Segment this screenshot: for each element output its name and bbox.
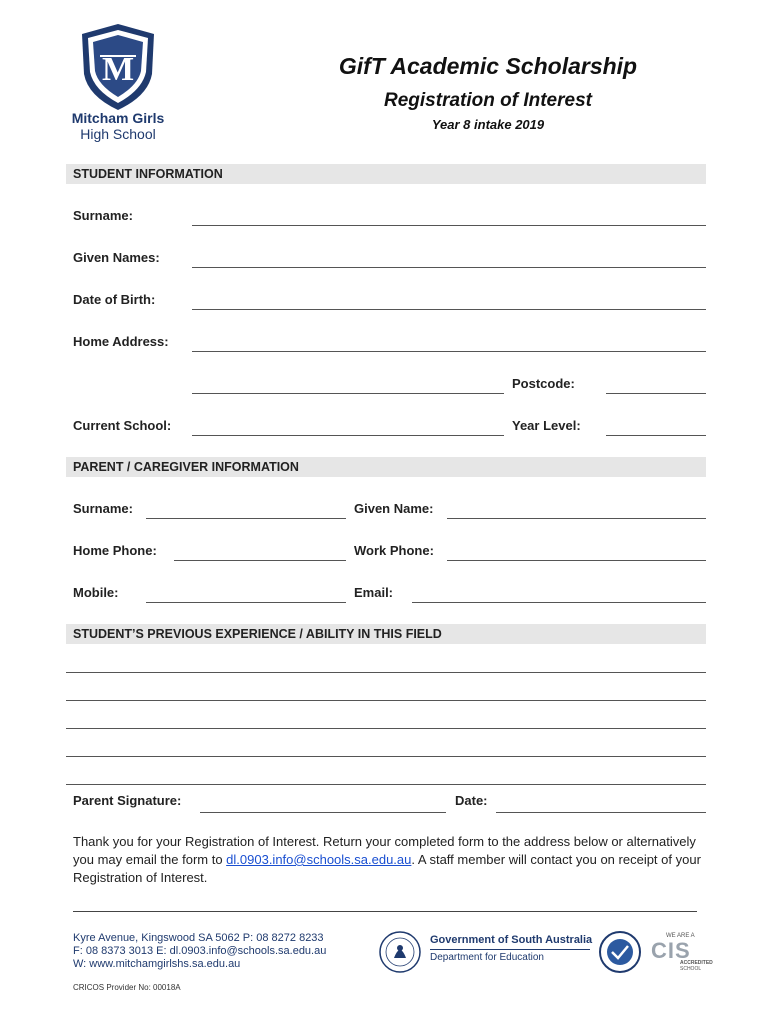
home-address-field[interactable] (192, 351, 706, 352)
closing-paragraph (73, 833, 713, 887)
dept-education-name: Department for Education (430, 952, 544, 963)
footer-address-line3: W: www.mitchamgirlshs.sa.edu.au (73, 958, 241, 970)
school-name-line2: High School (80, 126, 156, 142)
dob-field[interactable] (192, 309, 706, 310)
experience-section-heading: STUDENT’S PREVIOUS EXPERIENCE / ABILITY IN THIS FIELD (73, 627, 442, 641)
parent-surname-field[interactable] (146, 518, 346, 519)
cis-logo-mark: CIS (651, 938, 691, 963)
home-phone-label: Home Phone: (73, 543, 157, 558)
experience-line-1[interactable] (66, 672, 706, 673)
email-field[interactable] (412, 602, 706, 603)
postcode-field[interactable] (606, 393, 706, 394)
email-link[interactable]: dl.0903.info@schools.sa.edu.au (226, 852, 412, 867)
date-field[interactable] (496, 812, 706, 813)
dob-label: Date of Birth: (73, 292, 156, 307)
cis-we-are-text: WE ARE A (666, 933, 695, 939)
accreditation-badge-icon (598, 930, 642, 974)
sa-gov-seal-icon (378, 930, 422, 974)
current-school-field[interactable] (192, 435, 504, 436)
postcode-label: Postcode: (512, 376, 575, 391)
school-name-line1: Mitcham Girls (71, 110, 165, 126)
parent-surname-label: Surname: (73, 501, 133, 516)
year-level-label: Year Level: (512, 418, 581, 433)
footer-divider (73, 911, 697, 912)
gov-sa-name: Government of South Australia (430, 934, 593, 946)
page-subtitle: Registration of Interest (384, 90, 592, 111)
student-given-names-field[interactable] (192, 267, 706, 268)
footer-address-line1: Kyre Avenue, Kingswood SA 5062 P: 08 8272 8233 (73, 932, 324, 944)
year-level-field[interactable] (606, 435, 706, 436)
experience-section-header (66, 624, 706, 644)
gov-divider (430, 949, 590, 950)
home-phone-field[interactable] (174, 560, 346, 561)
closing-text-end: . A staff member will contact you on receipt of your Registration of Interest. (73, 852, 701, 885)
closing-text-start: Thank you for your Registration of Interest. Return your completed form to the address below or alternatively you may email the form to (73, 834, 696, 867)
work-phone-field[interactable] (447, 560, 706, 561)
experience-line-3[interactable] (66, 728, 706, 729)
home-address-line2-field[interactable] (192, 393, 504, 394)
date-label: Date: (455, 793, 488, 808)
work-phone-label: Work Phone: (354, 543, 434, 558)
student-given-names-label: Given Names: (73, 250, 160, 265)
parent-given-name-field[interactable] (447, 518, 706, 519)
email-label: Email: (354, 585, 394, 600)
parent-section-heading: PARENT / CAREGIVER INFORMATION (73, 460, 299, 474)
student-section-header (66, 164, 706, 184)
cricos-number: CRICOS Provider No: 00018A (73, 983, 181, 992)
mobile-label: Mobile: (73, 585, 119, 600)
student-surname-label: Surname: (73, 208, 133, 223)
school-crest-logo (78, 22, 158, 112)
student-surname-field[interactable] (192, 225, 706, 226)
footer-address-line2: F: 08 8373 3013 E: dl.0903.info@schools.sa.edu.au (73, 945, 327, 957)
experience-line-5[interactable] (66, 784, 706, 785)
experience-line-2[interactable] (66, 700, 706, 701)
home-address-label: Home Address: (73, 334, 169, 349)
parent-given-name-label: Given Name: (354, 501, 434, 516)
current-school-label: Current School: (73, 418, 172, 433)
cis-school-text: SCHOOL (680, 966, 702, 972)
page-title: GifT Academic Scholarship (338, 53, 638, 79)
parent-signature-field[interactable] (200, 812, 446, 813)
intake-label: Year 8 intake 2019 (431, 117, 545, 132)
cis-accredited-text: ACCREDITED (680, 960, 713, 966)
svg-text:M: M (101, 51, 135, 88)
mobile-field[interactable] (146, 602, 346, 603)
parent-section-header (66, 457, 706, 477)
student-section-heading: STUDENT INFORMATION (73, 167, 223, 181)
experience-line-4[interactable] (66, 756, 706, 757)
parent-signature-label: Parent Signature: (73, 793, 182, 808)
